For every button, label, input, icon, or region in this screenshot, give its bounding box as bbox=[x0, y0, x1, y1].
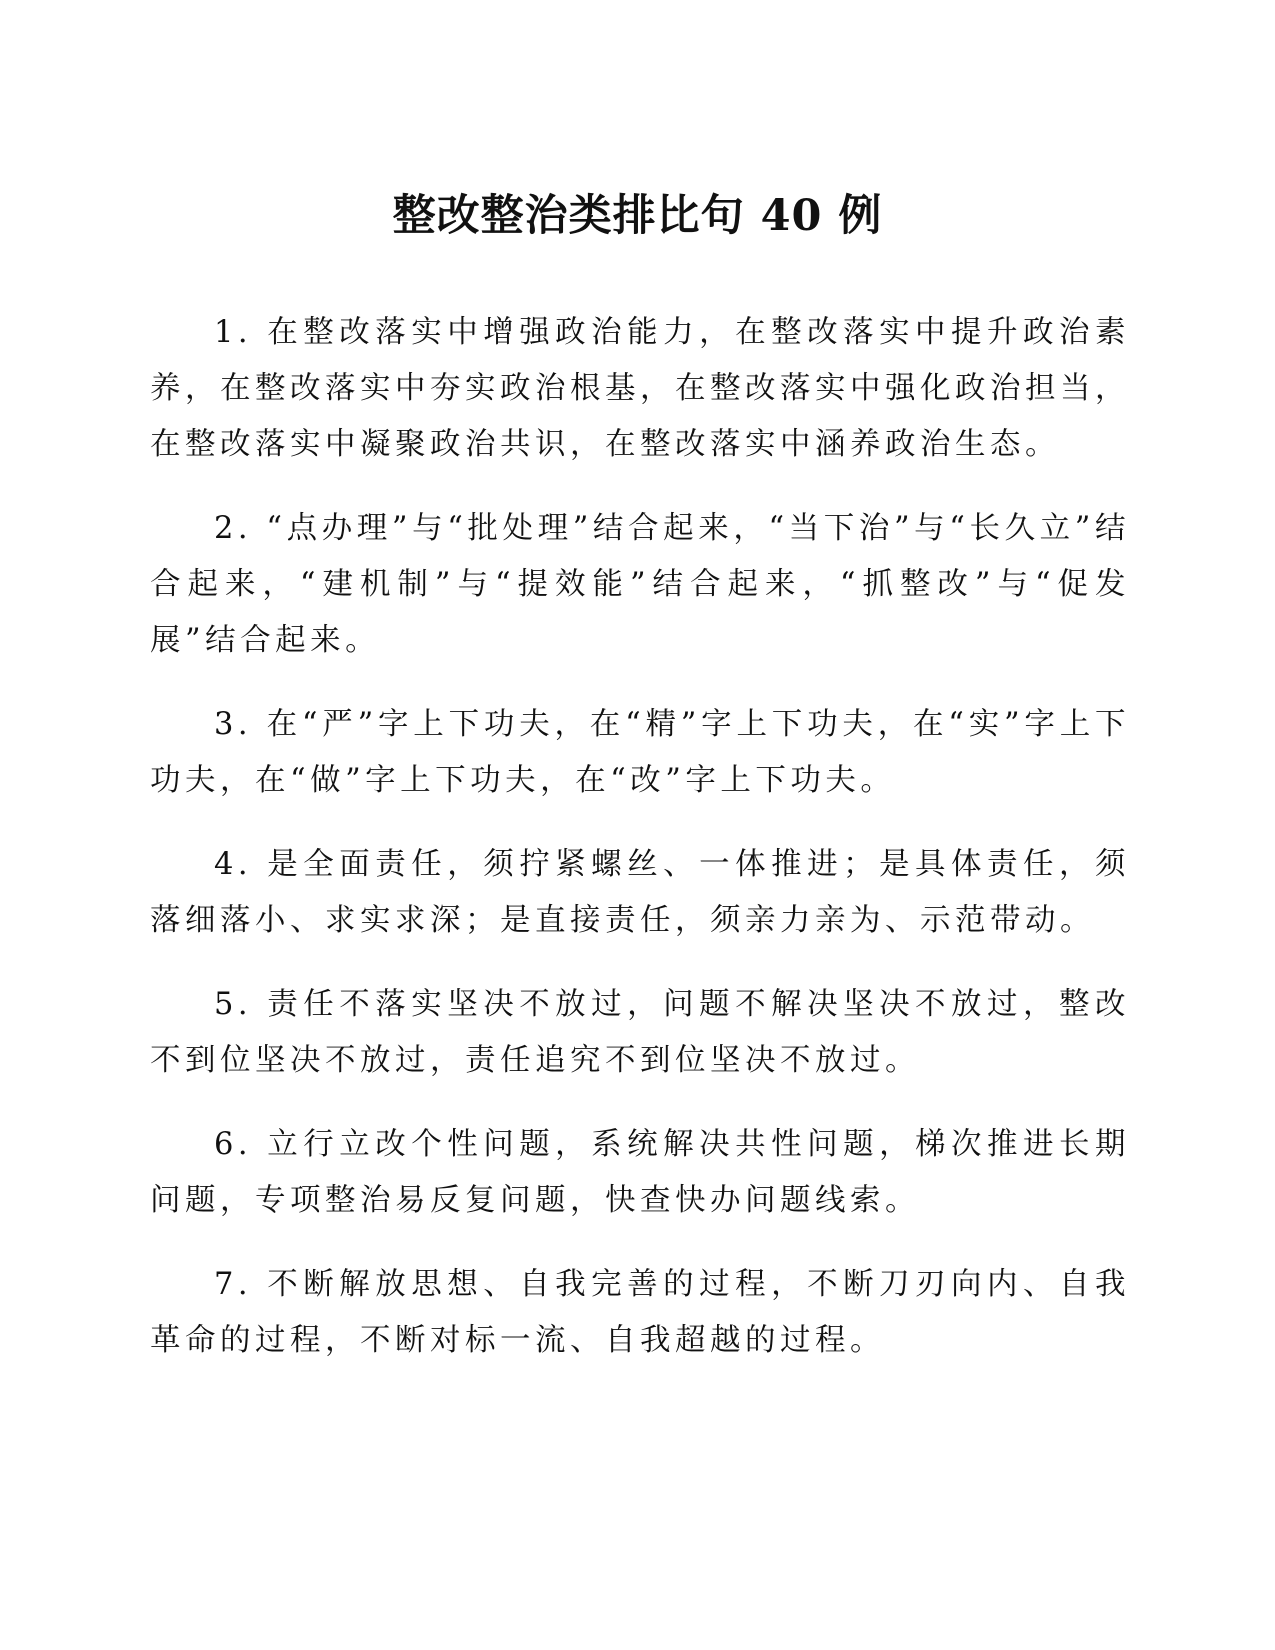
paragraph-6: 6. 立行立改个性问题，系统解决共性问题，梯次推进长期问题，专项整治易反复问题，快查快办问题线索。 bbox=[150, 1127, 1130, 1218]
paragraph-1: 1. 在整改落实中增强政治能力，在整改落实中提升政治素养，在整改落实中夯实政治根基，在整改落实中强化政治担当，在整改落实中凝聚政治共识，在整改落实中涵养政治生态。 bbox=[150, 315, 1130, 462]
paragraph-4: 4. 是全面责任，须拧紧螺丝、一体推进；是具体责任，须落细落小、求实求深；是直接责任，须亲力亲为、示范带动。 bbox=[150, 847, 1130, 938]
document-title: 整改整治类排比句 40 例 bbox=[392, 191, 883, 241]
paragraph-2: 2. “点办理”与“批处理”结合起来，“当下治”与“长久立”结合起来，“建机制”与“提效能”结合起来，“抓整改”与“促发展”结合起来。 bbox=[150, 511, 1130, 658]
document-body bbox=[150, 305, 1130, 1397]
paragraph-7: 7. 不断解放思想、自我完善的过程，不断刀刃向内、自我革命的过程，不断对标一流、自我超越的过程。 bbox=[150, 1267, 1130, 1358]
paragraph-3: 3. 在“严”字上下功夫，在“精”字上下功夫，在“实”字上下功夫，在“做”字上下功夫，在“改”字上下功夫。 bbox=[150, 707, 1130, 798]
paragraph-5: 5. 责任不落实坚决不放过，问题不解决坚决不放过，整改不到位坚决不放过，责任追究不到位坚决不放过。 bbox=[150, 987, 1130, 1078]
